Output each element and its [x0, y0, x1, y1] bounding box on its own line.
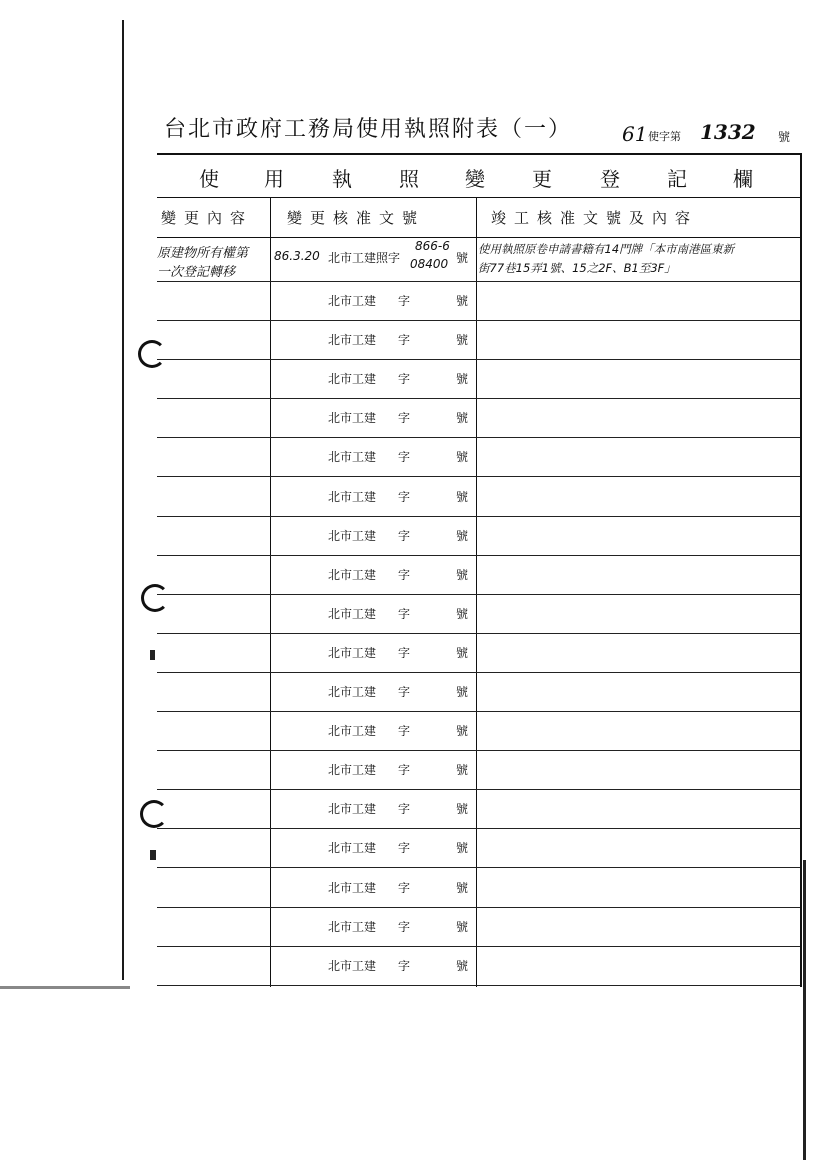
ref-zi-label: 字: [398, 528, 411, 543]
table-row: [157, 359, 800, 399]
ref-zi-label: 字: [398, 411, 411, 426]
permit-year: 61: [622, 122, 648, 146]
ref-city-label: 北市工建: [328, 294, 377, 308]
ref-zi-label: 字: [398, 763, 411, 778]
ref-hao-label: 號: [456, 685, 469, 699]
completion-doc-cell: [476, 437, 800, 476]
ref-zi-label: 字: [398, 958, 411, 973]
completion-doc-cell: [476, 237, 800, 281]
approval-doc-cell: [270, 320, 476, 359]
approval-doc-cell: [270, 633, 476, 672]
change-content-cell: [157, 398, 270, 437]
approval-ref-number: 866-6: [415, 239, 450, 253]
ref-zi-label: 字: [398, 294, 411, 308]
ref-zi-label: 字: [398, 372, 411, 387]
ref-zi-label: 字: [398, 489, 411, 504]
ref-city-label: 北市工建: [328, 880, 377, 895]
column-headers: [157, 197, 800, 238]
approval-doc-cell: [270, 672, 476, 711]
ref-zi-label: 字: [398, 919, 411, 934]
change-content-cell: [157, 868, 270, 907]
ref-zi-label: 字: [398, 450, 411, 465]
ref-hao-label: 號: [456, 919, 469, 934]
scan-edge-line: [122, 20, 124, 980]
approval-doc-cell: [270, 946, 476, 985]
ref-city-label: 北市工建: [328, 333, 377, 348]
completion-doc-cell: [476, 477, 800, 516]
scan-noise-strip: [0, 986, 130, 989]
permit-unit: 號: [778, 130, 791, 144]
approval-doc-cell: [270, 516, 476, 555]
section-title-char: 變: [465, 167, 485, 191]
ref-city-label: 北市工建: [328, 489, 377, 504]
ref-zi-label: 字: [398, 685, 411, 699]
completion-doc-cell: [476, 750, 800, 789]
ref-hao-label: 號: [456, 411, 469, 426]
ref-hao-label: 號: [456, 958, 469, 973]
ref-zi-label: 字: [398, 645, 411, 660]
section-title-char: 執: [332, 167, 352, 191]
completion-doc-cell: [476, 828, 800, 867]
section-title-char: 欄: [733, 167, 753, 191]
change-content-cell: [157, 789, 270, 828]
table-row: [157, 633, 800, 673]
ref-zi-label: 字: [398, 333, 411, 348]
table-row: [157, 868, 800, 908]
change-content-cell: [157, 711, 270, 750]
ref-zi-label: 字: [398, 880, 411, 895]
ref-zi-label: 字: [398, 567, 411, 582]
change-content-cell: [157, 477, 270, 516]
section-title-char: 使: [199, 167, 219, 191]
ref-hao-label: 號: [456, 763, 469, 778]
ref-hao-label: 號: [456, 880, 469, 895]
column-header-change-content: 變更內容: [161, 209, 254, 227]
change-content-cell: [157, 516, 270, 555]
change-content-cell: [157, 750, 270, 789]
table-row: [157, 711, 800, 751]
column-header-approval-doc: 變更核准文號: [287, 209, 426, 227]
change-registration-table: [157, 153, 802, 987]
change-content-cell: [157, 437, 270, 476]
approval-doc-cell: [270, 437, 476, 476]
approval-doc-cell: [270, 477, 476, 516]
completion-doc-cell: [476, 594, 800, 633]
approval-doc-cell: [270, 907, 476, 946]
ref-hao-label: 號: [456, 724, 469, 739]
ref-hao-label: 號: [456, 450, 469, 465]
approval-doc-cell: [270, 281, 476, 320]
change-content-cell: [157, 237, 270, 281]
table-row: [157, 398, 800, 438]
change-content-cell: [157, 320, 270, 359]
approval-doc-cell: [270, 711, 476, 750]
change-content-cell: [157, 594, 270, 633]
completion-line: 使用執照原卷申請書籍有14門牌「本市南港區東新: [478, 242, 735, 256]
table-row: [157, 516, 800, 556]
ref-hao-label: 號: [456, 528, 469, 543]
change-content-cell: [157, 946, 270, 985]
table-row: [157, 828, 800, 868]
ref-city-label: 北市工建: [328, 567, 377, 582]
table-row: [157, 672, 800, 712]
ref-zi-label: 字: [398, 606, 411, 621]
completion-doc-cell: [476, 907, 800, 946]
completion-doc-cell: [476, 281, 800, 320]
table-row: [157, 594, 800, 634]
completion-doc-cell: [476, 868, 800, 907]
completion-doc-cell: [476, 398, 800, 437]
change-content-cell: [157, 907, 270, 946]
ref-hao-label: 號: [456, 372, 469, 387]
ref-hao-label: 號: [456, 333, 469, 348]
ref-hao-label: 號: [456, 606, 469, 621]
scan-edge-line-right: [803, 860, 806, 1160]
approval-doc-cell: [270, 828, 476, 867]
approval-doc-cell: [270, 398, 476, 437]
table-row: [157, 907, 800, 947]
change-content-cell: [157, 828, 270, 867]
ref-hao-label: 號: [456, 567, 469, 582]
approval-ref-prefix: 北市工建照字: [328, 251, 401, 265]
section-title-char: 登: [600, 167, 620, 191]
table-row: [157, 320, 800, 360]
ref-zi-label: 字: [398, 802, 411, 817]
ref-city-label: 北市工建: [328, 724, 377, 739]
ref-hao-label: 號: [456, 489, 469, 504]
ref-hao-label: 號: [456, 645, 469, 660]
permit-number: 1332: [700, 120, 756, 144]
completion-doc-cell: [476, 946, 800, 985]
change-content-cell: [157, 359, 270, 398]
approval-date: 86.3.20: [274, 249, 320, 263]
ref-city-label: 北市工建: [328, 763, 377, 778]
section-title-char: 照: [399, 167, 419, 191]
completion-doc-cell: [476, 633, 800, 672]
ref-hao-label: 號: [456, 841, 469, 856]
approval-ref-number: 08400: [410, 257, 449, 271]
ref-city-label: 北市工建: [328, 685, 377, 699]
scan-speck: [150, 650, 155, 660]
completion-doc-cell: [476, 789, 800, 828]
column-header-completion-doc: 竣工核准文號及內容: [491, 209, 699, 227]
section-title: [157, 155, 800, 198]
table-row: [157, 477, 800, 517]
ref-zi-label: 字: [398, 841, 411, 856]
completion-doc-cell: [476, 359, 800, 398]
ref-city-label: 北市工建: [328, 802, 377, 817]
completion-doc-cell: [476, 555, 800, 594]
ref-hao-label: 號: [456, 802, 469, 817]
completion-line: 街77巷15弄1號、15之2F、B1至3F」: [478, 261, 676, 275]
ref-zi-label: 字: [398, 724, 411, 739]
document-title: 台北市政府工務局使用執照附表（一）: [164, 117, 573, 142]
permit-prefix: 使字第: [648, 130, 681, 143]
ref-city-label: 北市工建: [328, 645, 377, 660]
ref-city-label: 北市工建: [328, 841, 377, 856]
document-header: [140, 108, 800, 148]
approval-doc-cell: [270, 594, 476, 633]
ref-city-label: 北市工建: [328, 372, 377, 387]
change-content-cell: [157, 281, 270, 320]
change-content-cell: [157, 633, 270, 672]
scan-speck: [150, 850, 156, 860]
approval-doc-cell: [270, 359, 476, 398]
approval-doc-cell: [270, 868, 476, 907]
ref-city-label: 北市工建: [328, 606, 377, 621]
table-row-entry: [157, 237, 800, 282]
ref-hao-label: 號: [456, 294, 469, 308]
completion-doc-cell: [476, 516, 800, 555]
approval-doc-cell: [270, 789, 476, 828]
section-title-char: 用: [264, 167, 284, 191]
ref-city-label: 北市工建: [328, 919, 377, 934]
table-row: [157, 555, 800, 595]
change-content-cell: [157, 555, 270, 594]
change-content-line: 一次登記轉移: [157, 265, 236, 280]
ref-city-label: 北市工建: [328, 411, 377, 426]
change-content-line: 原建物所有權第: [157, 246, 249, 261]
table-row: [157, 750, 800, 790]
approval-doc-cell: [270, 555, 476, 594]
section-title-char: 更: [532, 167, 552, 191]
approval-doc-cell: [270, 750, 476, 789]
change-content-cell: [157, 672, 270, 711]
ref-city-label: 北市工建: [328, 450, 377, 465]
approval-ref-suffix: 號: [456, 251, 469, 265]
completion-doc-cell: [476, 320, 800, 359]
ref-city-label: 北市工建: [328, 958, 377, 973]
section-title-char: 記: [667, 167, 687, 191]
ref-city-label: 北市工建: [328, 528, 377, 543]
table-row: [157, 281, 800, 321]
table-row: [157, 946, 800, 986]
table-row: [157, 437, 800, 477]
completion-doc-cell: [476, 672, 800, 711]
approval-doc-cell: [270, 237, 476, 281]
completion-doc-cell: [476, 711, 800, 750]
table-row: [157, 789, 800, 829]
